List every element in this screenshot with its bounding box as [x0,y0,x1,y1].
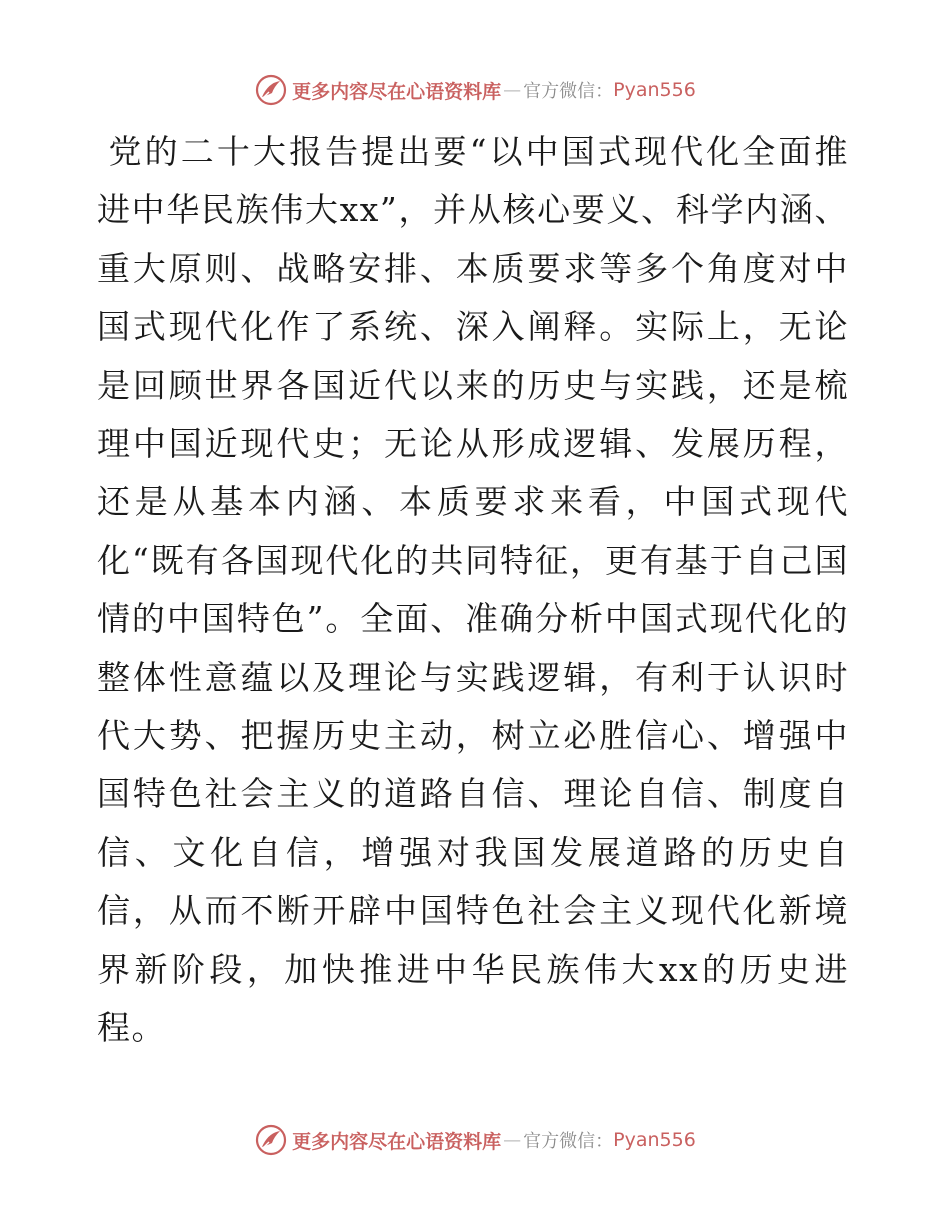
header-banner [0,70,950,110]
body-paragraph: 党的二十大报告提出要“以中国式现代化全面推进中华民族伟大xx”，并从核心要义、科学内涵、重大原则、战略安排、本质要求等多个角度对中国式现代化作了系统、深入阐释。实际上，无论是回顾世界各国近代以来的历史与实践，还是梳理中国近现代史；无论从形成逻辑、发展历程，还是从基本内涵、本质要求来看，中国式现代化“既有各国现代化的共同特征，更有基于自己国情的中国特色”。全面、准确分析中国式现代化的整体性意蕴以及理论与实践逻辑，有利于认识时代大势、把握历史主动，树立必胜信心、增强中国特色社会主义的道路自信、理论自信、制度自信、文化自信，增强对我国发展道路的历史自信，从而不断开辟中国特色社会主义现代化新境界新阶段，加快推进中华民族伟大xx的历史进程。 [97,132,849,1048]
wechat-label: 官方微信： [523,1131,614,1152]
banner-title: 更多内容尽在心语资料库 [292,80,502,103]
pen-logo-icon [254,73,288,107]
banner-title: 更多内容尽在心语资料库 [292,1130,502,1153]
wechat-label: 官方微信： [523,81,614,102]
document-body [97,123,849,1058]
banner-separator: — [503,79,522,101]
pen-logo-icon [254,1123,288,1157]
footer-banner [0,1120,950,1160]
banner-separator: — [503,1129,522,1151]
wechat-id: Pyan556 [613,79,696,101]
wechat-id: Pyan556 [613,1129,696,1151]
